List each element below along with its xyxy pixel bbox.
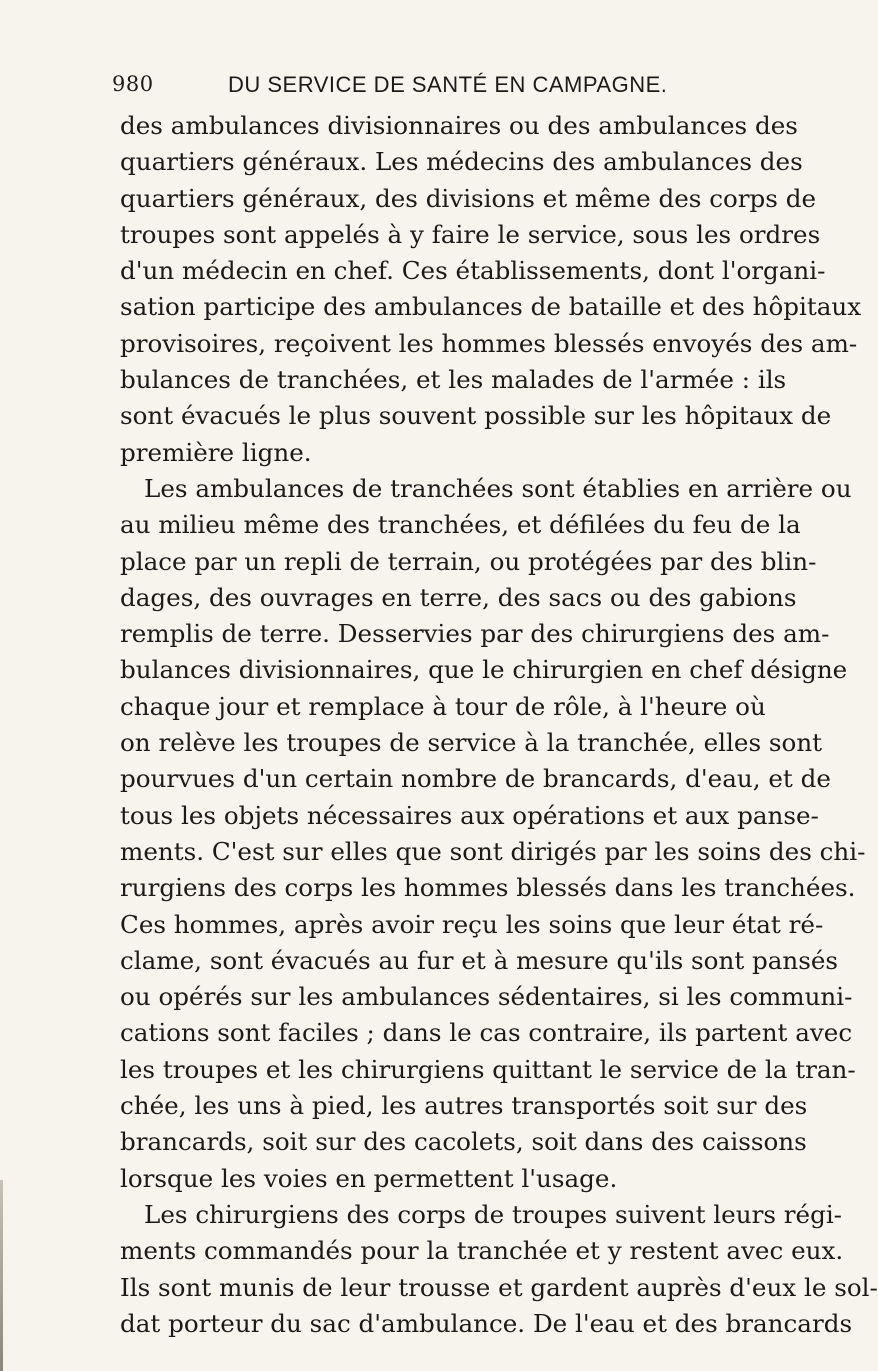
text-line: cations sont faciles ; dans le cas contraire, ils partent avec: [120, 1018, 853, 1048]
text-line: chaque jour et remplace à tour de rôle, à l'heure où: [120, 691, 766, 721]
text-line: remplis de terre. Desservies par des chirurgiens des am-: [120, 619, 830, 649]
text-line: place par un repli de terrain, ou protégées par des blin-: [120, 546, 817, 576]
page-header: [112, 72, 712, 102]
paragraph: [120, 108, 862, 471]
paragraph: [120, 471, 866, 1197]
text-line: ou opérés sur les ambulances sédentaires, si les communi-: [120, 982, 853, 1012]
paragraph: [120, 1197, 878, 1342]
text-line: brancards, soit sur des cacolets, soit dans des caissons: [120, 1127, 807, 1157]
text-line: d'un médecin en chef. Ces établissements, dont l'organi-: [120, 256, 826, 286]
page-number: 980: [112, 72, 154, 96]
text-line: quartiers généraux, des divisions et même des corps de: [120, 183, 817, 213]
text-line: Les chirurgiens des corps de troupes suivent leurs régi-: [144, 1199, 842, 1229]
text-line: rurgiens des corps les hommes blessés dans les tranchées.: [120, 873, 856, 903]
text-line: lorsque les voies en permettent l'usage.: [120, 1163, 618, 1193]
left-edge-shadow: [0, 1180, 3, 1371]
text-line: au milieu même des tranchées, et défilées du feu de la: [120, 510, 801, 540]
text-line: quartiers généraux. Les médecins des ambulances des: [120, 147, 803, 177]
running-head: DU SERVICE DE SANTÉ EN CAMPAGNE.: [228, 72, 668, 97]
text-line: tous les objets nécessaires aux opérations et aux panse-: [120, 800, 819, 830]
text-line: bulances de tranchées, et les malades de l'armée : ils: [120, 365, 787, 395]
text-line: dat porteur du sac d'ambulance. De l'eau et des brancards: [120, 1308, 853, 1338]
text-line: Ils sont munis de leur trousse et gardent auprès d'eux le sol-: [120, 1272, 878, 1302]
text-line: on relève les troupes de service à la tranchée, elles sont: [120, 728, 823, 758]
text-line: dages, des ouvrages en terre, des sacs ou des gabions: [120, 582, 797, 612]
body-text: [120, 108, 878, 1342]
text-line: sont évacués le plus souvent possible sur les hôpitaux de: [120, 401, 832, 431]
text-line: Ces hommes, après avoir reçu les soins que leur état ré-: [120, 909, 824, 939]
text-line: ments. C'est sur elles que sont dirigés par les soins des chi-: [120, 836, 866, 866]
text-line: sation participe des ambulances de bataille et des hôpitaux: [120, 292, 862, 322]
text-line: chée, les uns à pied, les autres transportés soit sur des: [120, 1091, 808, 1121]
text-line: troupes sont appelés à y faire le service, sous les ordres: [120, 219, 821, 249]
text-line: bulances divisionnaires, que le chirurgien en chef désigne: [120, 655, 848, 685]
text-line: première ligne.: [120, 437, 312, 467]
text-line: ments commandés pour la tranchée et y restent avec eux.: [120, 1236, 844, 1266]
text-line: les troupes et les chirurgiens quittant le service de la tran-: [120, 1054, 856, 1084]
text-line: des ambulances divisionnaires ou des ambulances des: [120, 111, 798, 140]
text-line: clame, sont évacués au fur et à mesure qu'ils sont pansés: [120, 945, 839, 975]
text-line: provisoires, reçoivent les hommes blessés envoyés des am-: [120, 328, 858, 358]
text-line: Les ambulances de tranchées sont établies en arrière ou: [144, 473, 852, 503]
text-line: pourvues d'un certain nombre de brancards, d'eau, et de: [120, 764, 831, 794]
